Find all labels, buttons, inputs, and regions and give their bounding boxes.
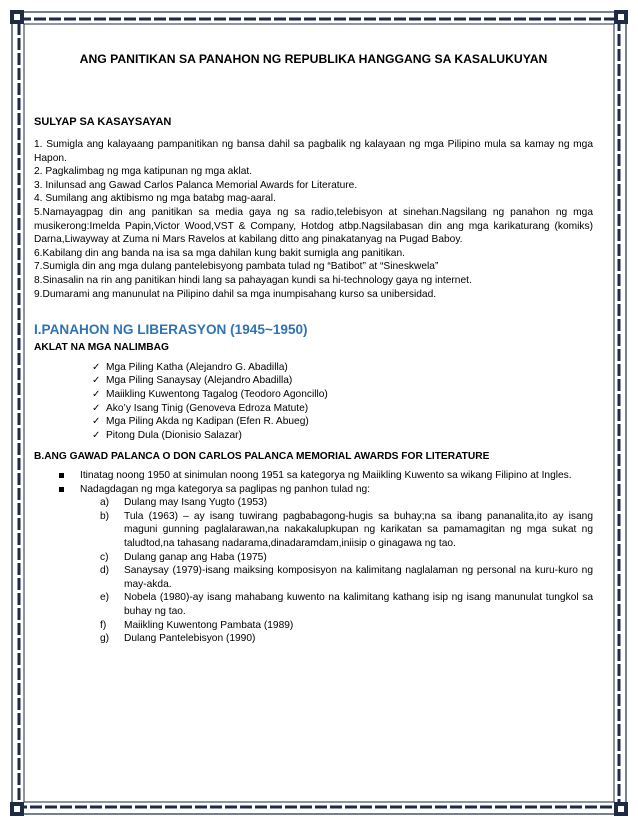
award-category-item — [100, 510, 593, 551]
category-text: Dulang Pantelebisyon (1990) — [124, 633, 256, 645]
history-item: 3. Inilunsad ang Gawad Carlos Palanca Memorial Awards for Literature. — [34, 179, 358, 191]
book-title: Mga Piling Katha (Alejandro G. Abadilla) — [106, 361, 288, 373]
category-text: Maiikling Kuwentong Pambata (1989) — [124, 619, 294, 631]
award-bullet-text: Itinatag noong 1950 at sinimulan noong 1951 sa kategorya ng Maiikling Kuwento sa wikang Filipino at Ingles. — [80, 469, 572, 481]
category-letter: b) — [100, 510, 110, 522]
checkmark-icon: ✓ — [92, 429, 101, 441]
award-category-item — [100, 496, 593, 510]
book-item — [92, 388, 593, 402]
history-item: 8.Sinasalin na rin ang panitikan hindi lang sa pahayagan kundi sa hi-technology gaya ng internet. — [34, 275, 472, 287]
award-category-item — [100, 591, 593, 618]
award-bullet-text: Nadagdagan ng mga kategorya sa paglipas ng panhon tulad ng: — [80, 483, 371, 495]
book-item — [92, 429, 593, 443]
liberation-era-heading: I.PANAHON NG LIBERASYON (1945~1950) — [34, 322, 308, 338]
document-body — [34, 50, 593, 646]
book-item — [92, 415, 593, 429]
history-item: 4. Sumilang ang aktibismo ng mga batabg mag-aaral. — [34, 193, 276, 205]
history-heading: SULYAP SA KASAYSAYAN — [34, 115, 172, 128]
category-text: Sanaysay (1979)-isang maiksing komposisyon na kalimitang naglalaman ng personal na kuru-kuro ng may-akda. — [124, 565, 593, 590]
book-title: Mga Piling Sanaysay (Alejandro Abadilla) — [106, 375, 293, 387]
book-title: Ako’y Isang Tinig (Genoveva Edroza Matute) — [106, 402, 309, 414]
category-text: Dulang may Isang Yugto (1953) — [124, 497, 268, 509]
award-bullet-list — [34, 469, 593, 646]
square-bullet-icon — [59, 487, 64, 492]
category-text: Tula (1963) – ay isang tuwirang pagbabagong-hugis sa buhay;na sa ibang pananalita,ito ay isang maguni gunning paglalarawan,na nakakalupkupan ng karikatan sa pamamagitan ng mga sukat ng taludtod,na tahasang nadarama,dinadaramdam,iniisip o ginagawa ng tao. — [124, 510, 593, 549]
category-letter: e) — [100, 592, 110, 604]
palanca-award-heading: B.ANG GAWAD PALANCA O DON CARLOS PALANCA MEMORIAL AWARDS FOR LITERATURE — [34, 451, 490, 463]
checkmark-icon: ✓ — [92, 402, 101, 414]
category-letter: d) — [100, 565, 110, 577]
document-title: ANG PANITIKAN SA PANAHON NG REPUBLIKA HANGGANG SA KASALUKUYAN — [79, 52, 548, 66]
history-item: 7.Sumigla din ang mga dulang pantelebisyong pambata tulad ng “Batibot” at “Sineskwela” — [34, 261, 439, 273]
category-letter: c) — [100, 551, 109, 563]
category-letter: a) — [100, 497, 110, 509]
history-item: 1. Sumigla ang kalayaang pampanitikan ng bansa dahil sa pagbalik ng kalayaan ng mga Pilipino mula sa kamay ng mga Hapon. — [34, 139, 593, 164]
checkmark-icon: ✓ — [92, 416, 101, 428]
category-letter: f) — [100, 619, 107, 631]
book-title: Pitong Dula (Dionisio Salazar) — [106, 429, 242, 441]
category-letter: g) — [100, 633, 110, 645]
books-list — [34, 361, 593, 443]
checkmark-icon: ✓ — [92, 375, 101, 387]
checkmark-icon: ✓ — [92, 389, 101, 400]
square-bullet-icon — [59, 473, 64, 478]
history-item: 9.Dumarami ang manunulat na Pilipino dahil sa mga inumpisahang kurso sa unibersidad. — [34, 288, 437, 300]
history-item: 2. Pagkalimbag ng mga katipunan ng mga aklat. — [34, 166, 253, 178]
book-item — [92, 361, 593, 375]
award-bullet-item — [56, 483, 593, 646]
checkmark-icon: ✓ — [92, 361, 101, 373]
award-category-item — [100, 551, 593, 565]
category-text: Nobela (1980)-ay isang mahabang kuwento na kalimitang kathang isip ng isang manunulat tungkol sa buhay ng tao. — [124, 592, 593, 617]
book-title: Maiikling Kuwentong Tagalog (Teodoro Agoncillo) — [106, 389, 328, 400]
award-bullet-item — [56, 469, 593, 483]
history-list — [34, 138, 593, 301]
award-category-item — [100, 564, 593, 591]
book-title: Mga Piling Akda ng Kadipan (Efen R. Abueg) — [106, 416, 309, 428]
book-item — [92, 402, 593, 416]
book-item — [92, 374, 593, 388]
award-category-item — [100, 632, 593, 646]
award-category-list — [80, 496, 593, 646]
award-category-item — [100, 619, 593, 633]
category-text: Dulang ganap ang Haba (1975) — [124, 551, 267, 563]
books-heading: AKLAT NA MGA NALIMBAG — [34, 342, 169, 354]
history-item: 6.Kabilang din ang banda na isa sa mga dahilan kung bakit sumigla ang panitikan. — [34, 247, 405, 259]
history-item: 5.Namayagpag din ang panitikan sa media gaya ng sa radio,telebisyon at sinehan.Nagsilang ng panahon ng mga musikerong:Imelda Papin,Victor Wood,VST & Company, Hotdog atbp.Nagsilabasan din ang mga karikaturang (komiks) Darna,Liwayway at Zuma ni Mars Ravelos at kabilang ditto ang pinakatanyag na Pugad Baboy. — [34, 207, 593, 246]
